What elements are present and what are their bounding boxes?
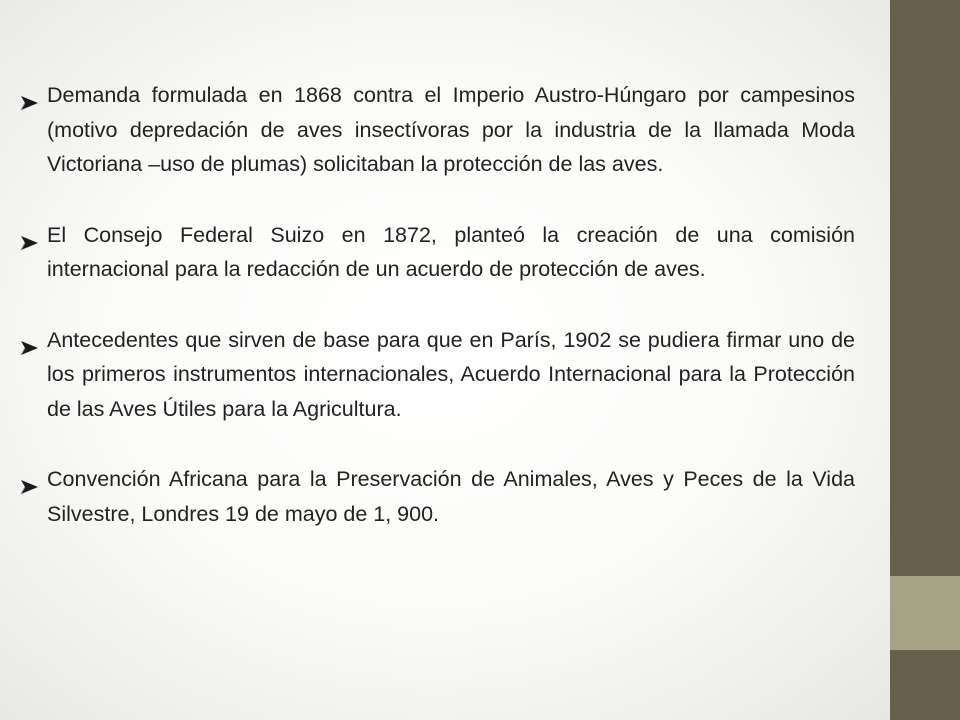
bullet-text: Demanda formulada en 1868 contra el Imperio Austro-Húngaro por campesinos (motivo depredación de aves insectívoras por la industria de la llamada Moda Victoriana –uso de plumas) solicitaban la protección de las aves. (47, 83, 855, 176)
bullet-item (20, 218, 855, 287)
side-bar-top-segment (890, 0, 960, 576)
bullet-item (20, 78, 855, 182)
bullet-text: Antecedentes que sirven de base para que en París, 1902 se pudiera firmar uno de los primeros instrumentos internacionales, Acuerdo Internacional para la Protección de las Aves Útiles para la Agricultura. (47, 327, 855, 421)
arrowhead-bullet-icon (20, 87, 40, 103)
bullet-item (20, 462, 855, 531)
arrowhead-bullet-icon (20, 471, 40, 487)
side-bar-accent-segment (890, 576, 960, 650)
bullet-item (20, 323, 855, 427)
bullet-text: El Consejo Federal Suizo en 1872, planteó la creación de una comisión internacional para la redacción de un acuerdo de protección de aves. (47, 222, 855, 281)
side-bar-bottom-segment (890, 650, 960, 720)
decorative-side-bar (890, 0, 960, 720)
bullet-list (20, 78, 855, 567)
arrowhead-bullet-icon (20, 332, 40, 348)
arrowhead-bullet-icon (20, 227, 40, 243)
bullet-text: Convención Africana para la Preservación de Animales, Aves y Peces de la Vida Silvestre, Londres 19 de mayo de 1, 900. (47, 467, 855, 526)
